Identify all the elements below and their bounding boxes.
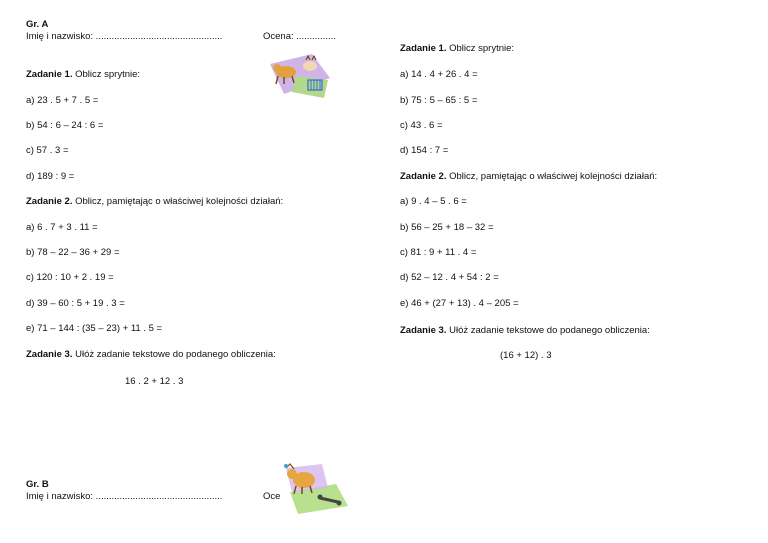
group-b-task2-item: a) 9 . 4 – 5 . 6 = — [400, 196, 467, 207]
group-a-task3-title — [26, 349, 276, 360]
group-b-task3-expression: (16 + 12) . 3 — [500, 350, 552, 361]
group-b-task1-item: a) 14 . 4 + 26 . 4 = — [400, 69, 478, 80]
group-a-task1-item: d) 189 : 9 = — [26, 171, 75, 182]
group-b-name-field: Imię i nazwisko: ................................................ — [26, 491, 223, 502]
group-b-task1-item: c) 43 . 6 = — [400, 120, 443, 131]
dog-with-bone-clipart-icon — [278, 462, 352, 516]
group-a-task2-heading: Zadanie 2. — [26, 196, 73, 207]
group-a-task2-title — [26, 196, 283, 207]
group-b-task3-heading: Zadanie 3. — [400, 325, 447, 336]
group-b-task2-item: d) 52 – 12 . 4 + 54 : 2 = — [400, 272, 499, 283]
group-b-task2-heading: Zadanie 2. — [400, 171, 447, 182]
group-a-task1-item: c) 57 . 3 = — [26, 145, 69, 156]
group-a-task2-item: b) 78 – 22 – 36 + 29 = — [26, 247, 120, 258]
group-a-task2-text: Oblicz, pamiętając o właściwej kolejności działań: — [75, 196, 284, 207]
group-a-task2-item: e) 71 – 144 : (35 – 23) + 11 . 5 = — [26, 323, 163, 334]
group-b-task1-text: Oblicz sprytnie: — [449, 43, 515, 54]
group-a-task1-heading: Zadanie 1. — [26, 69, 73, 80]
group-a-task1-text: Oblicz sprytnie: — [75, 69, 141, 80]
group-b-task1-title — [400, 43, 514, 54]
group-a-title: Gr. A — [26, 19, 49, 30]
group-b-task1-item: b) 75 : 5 – 65 : 5 = — [400, 95, 478, 106]
group-b-task1-item: d) 154 : 7 = — [400, 145, 449, 156]
group-a-task2-item: d) 39 – 60 : 5 + 19 . 3 = — [26, 298, 125, 309]
group-a-task2-item: c) 120 : 10 + 2 . 19 = — [26, 272, 114, 283]
group-a-grade-field: Ocena: ............... — [263, 31, 336, 42]
group-b-task2-text: Oblicz, pamiętając o właściwej kolejności działań: — [449, 171, 658, 182]
group-a-task1-title — [26, 69, 140, 80]
group-b-grade-field: Oce — [263, 491, 281, 502]
group-b-task3-title — [400, 325, 650, 336]
group-a-task3-expression: 16 . 2 + 12 . 3 — [125, 376, 184, 387]
group-b-task2-item: c) 81 : 9 + 11 . 4 = — [400, 247, 477, 258]
group-a-name-field: Imię i nazwisko: ................................................ — [26, 31, 223, 42]
group-a-task2-item: a) 6 . 7 + 3 . 11 = — [26, 222, 98, 233]
group-b-task2-title — [400, 171, 657, 182]
group-b-task3-text: Ułóż zadanie tekstowe do podanego obliczenia: — [449, 325, 650, 336]
group-b-title: Gr. B — [26, 479, 49, 490]
group-a-task1-item: b) 54 : 6 – 24 : 6 = — [26, 120, 104, 131]
group-b-task2-item: b) 56 – 25 + 18 – 32 = — [400, 222, 494, 233]
group-a-task3-heading: Zadanie 3. — [26, 349, 73, 360]
dog-and-cat-clipart-icon — [266, 50, 332, 100]
group-b-task1-heading: Zadanie 1. — [400, 43, 447, 54]
group-a-task3-text: Ułóż zadanie tekstowe do podanego obliczenia: — [75, 349, 276, 360]
group-a-task1-item: a) 23 . 5 + 7 . 5 = — [26, 95, 99, 106]
group-b-task2-item: e) 46 + (27 + 13) . 4 – 205 = — [400, 298, 519, 309]
